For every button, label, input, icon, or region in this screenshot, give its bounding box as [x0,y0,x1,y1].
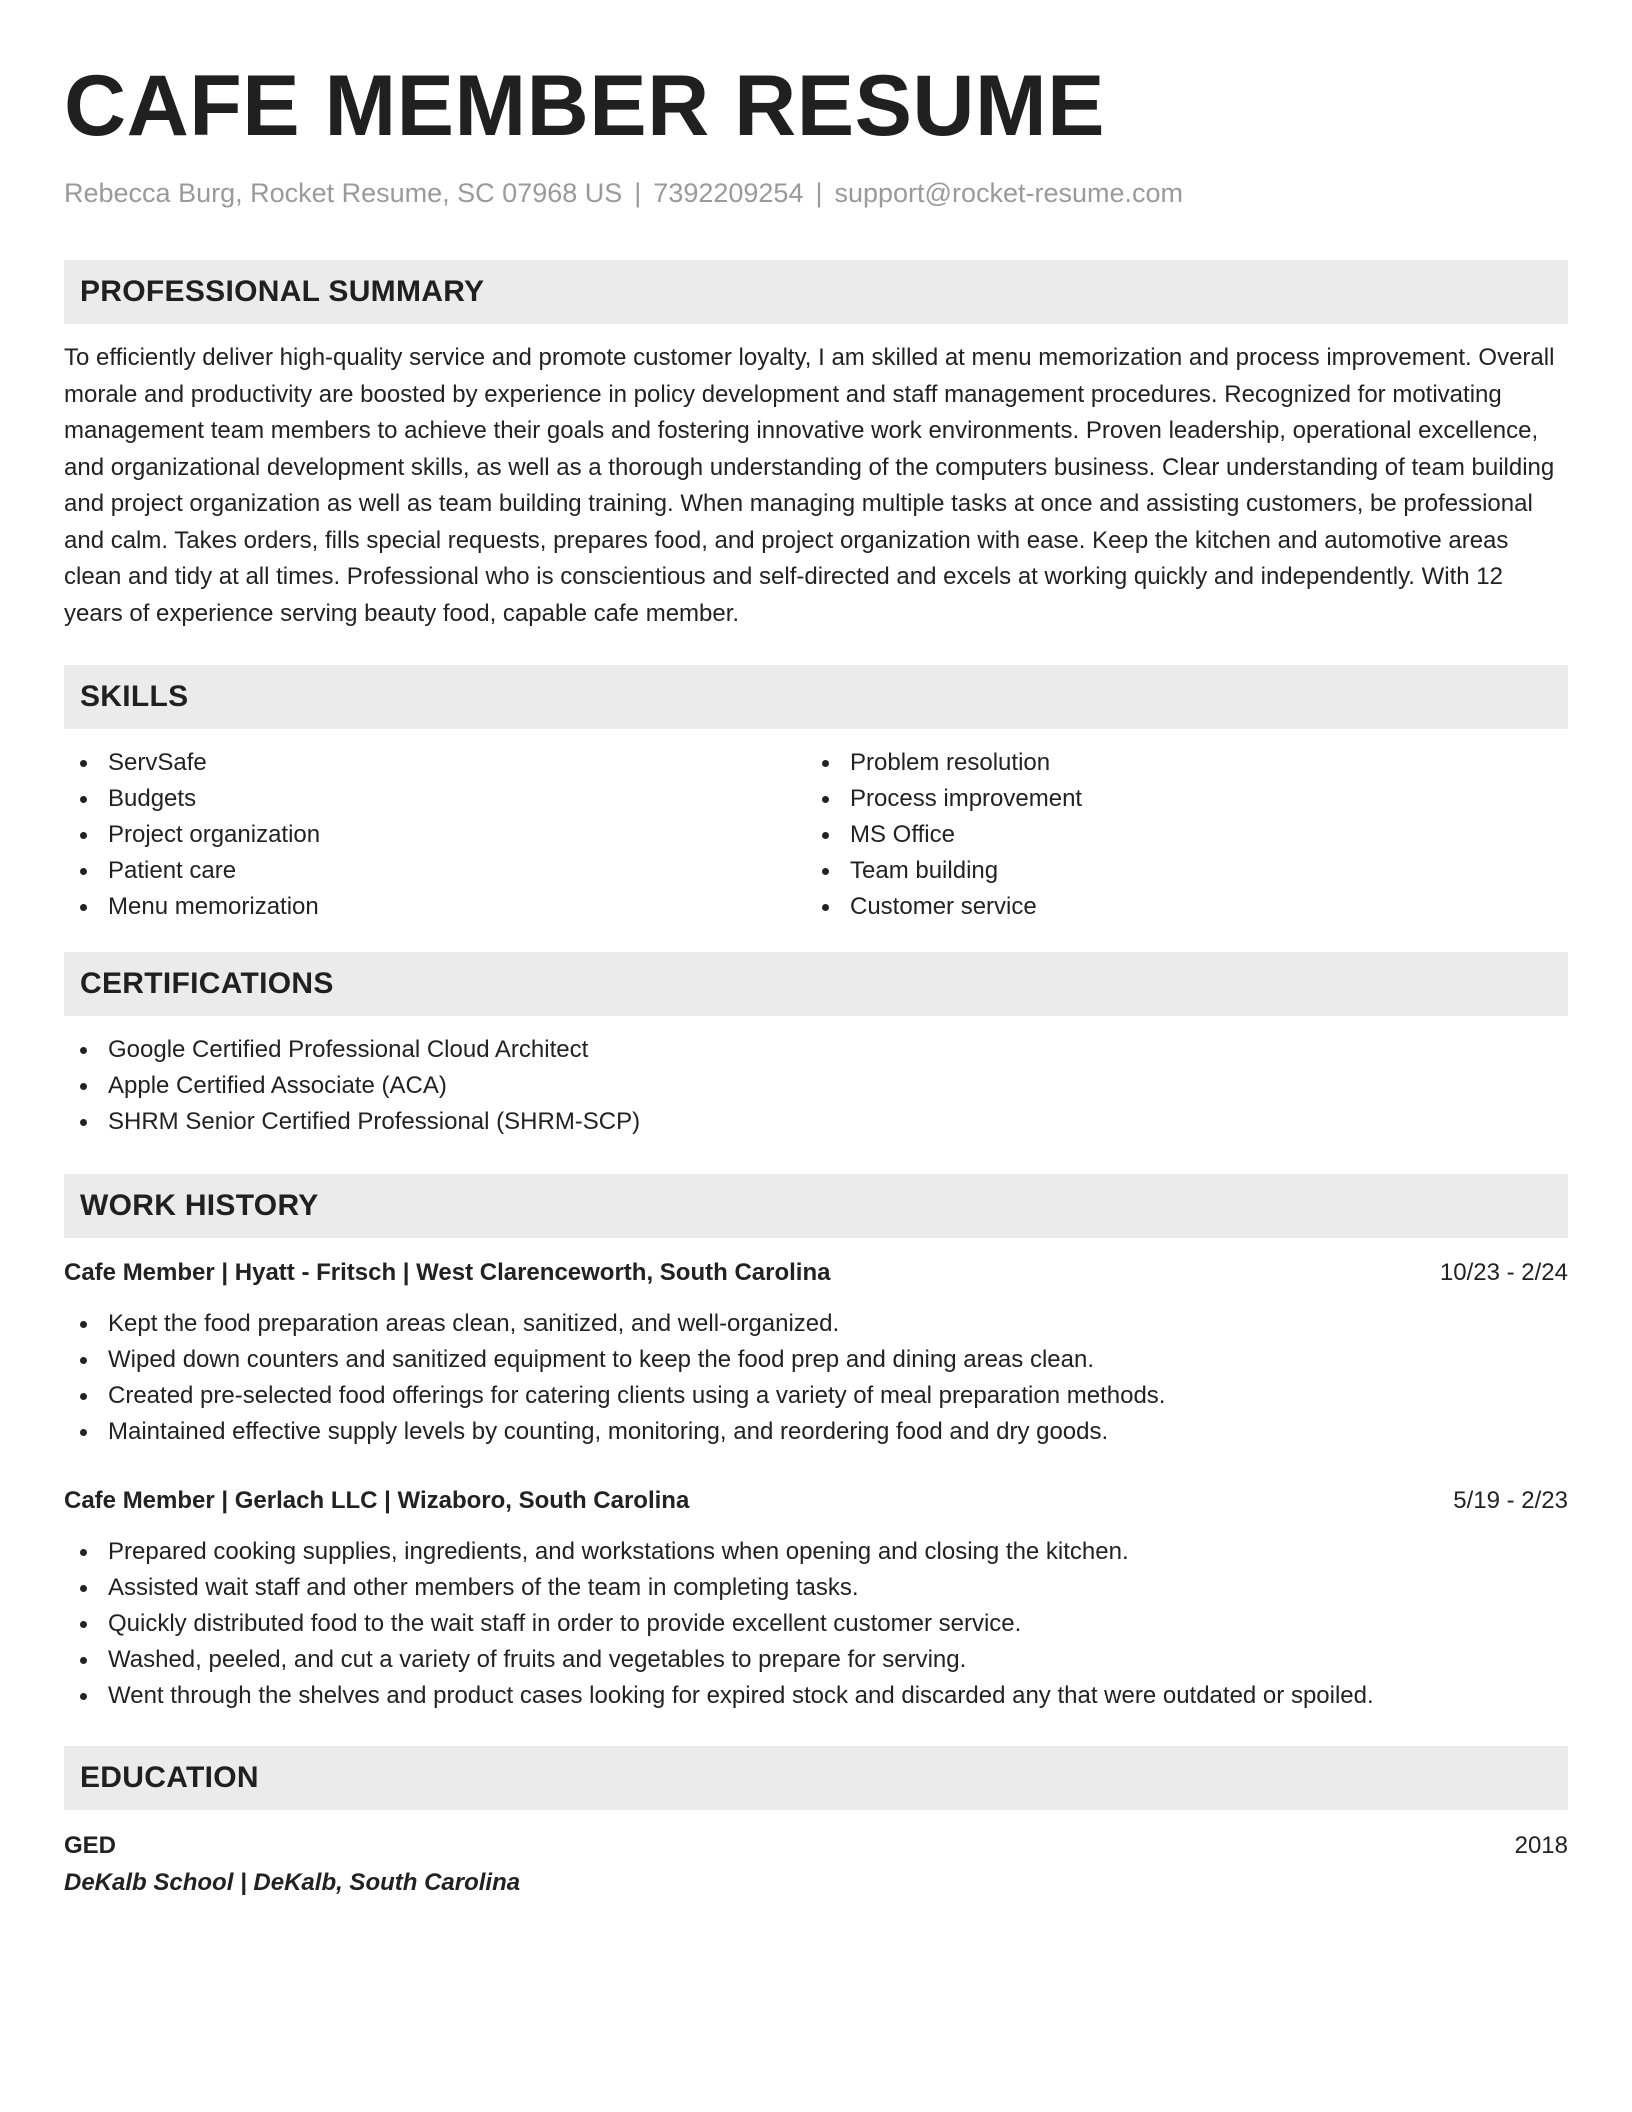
job-entry [64,1484,1568,1714]
skills-column-right [806,745,1548,925]
section-heading-work-history: WORK HISTORY [64,1174,1568,1238]
list-item: Customer service [806,889,1548,925]
contact-email: support@rocket-resume.com [834,178,1184,208]
skills-list [64,745,1568,925]
list-item: Google Certified Professional Cloud Architect [64,1032,1568,1068]
job-title: Cafe Member | Hyatt - Fritsch | West Clarenceworth, South Carolina [64,1259,831,1286]
list-item: Created pre-selected food offerings for catering clients using a variety of meal preparation methods. [64,1378,1568,1414]
education-entry [64,1828,1568,1902]
list-item: MS Office [806,817,1548,853]
list-item: Wiped down counters and sanitized equipment to keep the food prep and dining areas clean. [64,1342,1568,1378]
education-degree: GED [64,1832,117,1859]
contact-line [64,176,1568,210]
list-item: Process improvement [806,781,1548,817]
list-item: Assisted wait staff and other members of the team in completing tasks. [64,1570,1568,1606]
contact-address: Rebecca Burg, Rocket Resume, SC 07968 US [64,178,623,208]
contact-separator: | [815,178,823,208]
job-dates: 5/19 - 2/23 [1453,1487,1568,1514]
skills-column-left [64,745,806,925]
list-item: Washed, peeled, and cut a variety of fruits and vegetables to prepare for serving. [64,1642,1568,1678]
job-header [64,1484,1568,1518]
list-item: Kept the food preparation areas clean, sanitized, and well-organized. [64,1306,1568,1342]
list-item: Team building [806,853,1548,889]
education-school: DeKalb School | DeKalb, South Carolina [64,1869,521,1896]
list-item: Prepared cooking supplies, ingredients, and workstations when opening and closing the kitchen. [64,1534,1568,1570]
list-item: Problem resolution [806,745,1548,781]
job-duties-list [64,1534,1568,1714]
education-header [64,1828,1568,1864]
contact-separator: | [634,178,642,208]
list-item: Went through the shelves and product cases looking for expired stock and discarded any that were outdated or spoiled. [64,1678,1568,1714]
job-entry [64,1256,1568,1450]
job-header [64,1256,1568,1290]
list-item: Apple Certified Associate (ACA) [64,1068,1568,1104]
section-heading-certifications: CERTIFICATIONS [64,952,1568,1016]
job-dates: 10/23 - 2/24 [1439,1259,1568,1286]
certifications-list [64,1032,1568,1140]
list-item: Project organization [64,817,806,853]
contact-phone: 7392209254 [653,178,804,208]
list-item: ServSafe [64,745,806,781]
list-item: Quickly distributed food to the wait staff in order to provide excellent customer service. [64,1606,1568,1642]
summary-text: To efficiently deliver high-quality service and promote customer loyalty, I am skilled at menu memorization and process improvement. Overall morale and productivity are boosted by experience in policy development and staff management procedures. Recognized for motivating management team members to achieve their goals and fostering innovative work environments. Proven leadership, operational excellence, and organizational development skills, as well as a thorough understanding of the computers business. Clear understanding of team building and project organization as well as team building training. When managing multiple tasks at once and assisting customers, be professional and calm. Takes orders, fills special requests, prepares food, and project organization with ease. Keep the kitchen and automotive areas clean and tidy at all times. Professional who is conscientious and self-directed and excels at working quickly and independently. With 12 years of experience serving beauty food, capable cafe member. [64,344,1555,627]
section-heading-skills: SKILLS [64,665,1568,729]
resume-title: CAFE MEMBER RESUME [64,58,1106,154]
list-item: Maintained effective supply levels by counting, monitoring, and reordering food and dry goods. [64,1414,1568,1450]
section-heading-summary: PROFESSIONAL SUMMARY [64,260,1568,324]
list-item: Patient care [64,853,806,889]
education-year: 2018 [1514,1832,1568,1859]
job-title: Cafe Member | Gerlach LLC | Wizaboro, South Carolina [64,1487,690,1514]
list-item: SHRM Senior Certified Professional (SHRM-SCP) [64,1104,1568,1140]
job-duties-list [64,1306,1568,1450]
list-item: Menu memorization [64,889,806,925]
list-item: Budgets [64,781,806,817]
section-heading-education: EDUCATION [64,1746,1568,1810]
